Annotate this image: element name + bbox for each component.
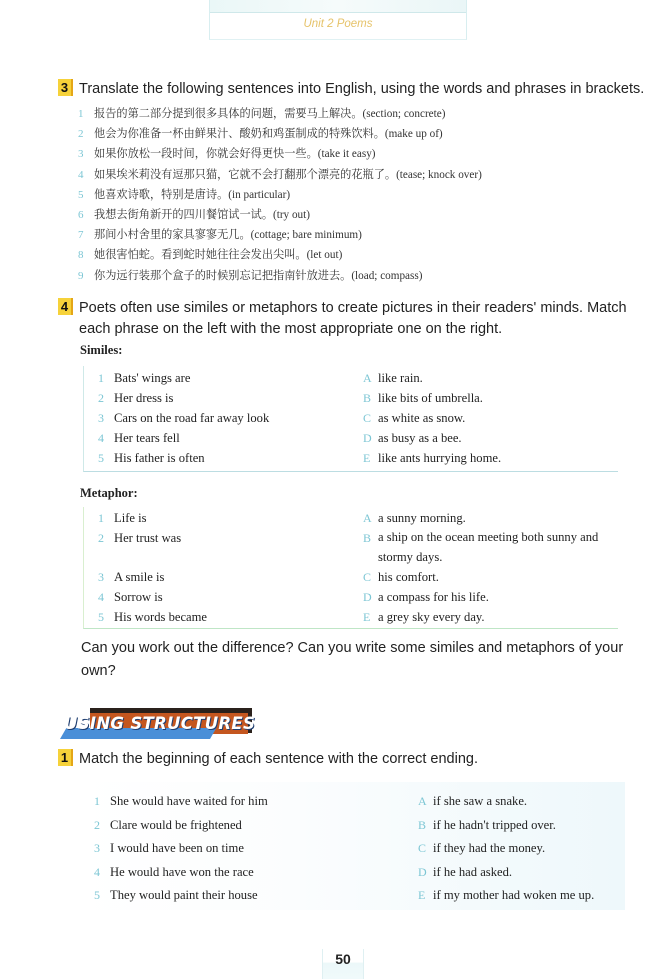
item-text: Sorrow is [114,590,163,604]
match-row [80,838,625,862]
right-item [363,448,613,468]
left-item [98,368,190,388]
left-item [98,428,180,448]
item-text: a grey sky every day. [378,610,485,624]
item-text: Her tears fell [114,431,180,445]
item-letter: B [418,817,427,832]
list-item [78,165,638,185]
item-text: if he had asked. [433,864,513,879]
right-item [418,791,650,811]
item-text: His father is often [114,451,205,465]
running-header [209,0,467,40]
item-text: a sunny morning. [378,511,466,525]
match-row [84,607,618,627]
section-title: USING STRUCTURES [64,714,256,733]
left-item [98,448,205,468]
exercise-instruction: Match the beginning of each sentence with the correct ending. [79,751,479,767]
exercise-instruction-cont: each phrase on the left with the most appropriate one on the right. [79,321,503,337]
right-item [418,885,650,905]
item-text: Life is [114,511,147,525]
exercise-instruction: Poets often use similes or metaphors to create pictures in their readers' minds. Match [79,300,627,316]
match-row [84,368,618,388]
right-item [363,607,613,627]
match-row [84,567,618,587]
item-letter: A [418,794,427,808]
item-text: his comfort. [378,570,439,584]
item-number: 6 [78,208,84,221]
item-text: Her dress is [114,391,174,405]
item-letter: C [363,570,372,584]
item-text: 报告的第二部分提到很多具体的问题，需要马上解决。(section; concrete) [94,108,446,120]
followup-question: Can you work out the difference? Can you write some similes and metaphors of your [81,640,624,656]
item-number: 2 [78,128,84,141]
list-item [78,225,638,245]
list-item [78,185,638,205]
list-item [78,104,638,124]
right-item [363,428,613,448]
item-number: 4 [98,431,104,445]
match-row [84,528,618,567]
item-number: 9 [78,269,84,282]
item-text: 他喜欢诗歌，特别是唐诗。(in particular) [94,188,291,201]
translation-list [78,104,638,286]
item-letter: C [418,841,427,855]
item-text: if he hadn't tripped over. [433,817,556,832]
match-row [80,862,625,886]
structures-match-box [80,782,625,910]
item-number: 4 [94,864,100,879]
item-letter: D [363,590,372,604]
left-item [98,567,164,587]
page-number: 50 [335,951,351,967]
item-text: Bats' wings are [114,371,191,385]
item-text: 她很害怕蛇。看到蛇时她往往会发出尖叫。(let out) [94,249,343,262]
item-text: Her trust was [114,531,182,545]
followup-question-cont: own? [81,663,116,679]
item-letter: B [363,391,372,405]
match-row [84,408,618,428]
item-letter: A [363,511,372,525]
item-text: His words became [114,610,208,624]
exercise-number-badge: 3 [58,79,73,96]
item-number: 7 [78,229,84,242]
right-item [363,567,613,587]
item-number: 5 [98,610,104,624]
item-letter: B [363,531,372,545]
item-text: if they had the money. [433,841,546,855]
item-text: 如果埃米莉没有逗那只猫，它就不会打翻那个漂亮的花瓶了。(tease; knock over) [94,168,482,181]
item-letter: E [418,888,426,902]
item-text: They would paint their house [110,888,258,902]
right-item [418,838,650,858]
item-text: He would have won the race [110,864,254,879]
exercise-instruction: Translate the following sentences into English, using the words and phrases in brackets. [79,81,645,97]
item-letter: A [363,371,372,385]
right-item [418,862,650,882]
match-row [84,508,618,528]
header-decor-strip [210,0,466,13]
item-text: if my mother had woken me up. [433,888,595,902]
item-text: a compass for his life. [378,590,489,604]
match-row [84,388,618,408]
item-number: 1 [98,371,104,385]
item-text: 如果你放松一段时间，你就会好得更快一些。(take it easy) [94,148,376,161]
item-number: 2 [98,391,104,405]
item-text: as white as snow. [378,411,466,425]
exercise-4-heading [58,298,627,319]
left-item [98,607,207,627]
match-row [80,885,625,909]
item-number: 1 [94,794,100,808]
match-row [84,448,618,468]
item-number: 4 [78,168,84,181]
item-text: She would have waited for him [110,794,268,808]
item-text: Clare would be frightened [110,817,242,832]
left-item [98,388,173,408]
item-text: as busy as a bee. [378,431,462,445]
similes-label: Similes: [80,343,123,357]
item-text: like rain. [378,371,423,385]
match-row [80,791,625,815]
left-item [94,815,242,835]
item-letter: E [363,610,371,624]
item-number: 3 [78,148,84,161]
item-number: 3 [94,841,100,855]
item-number: 8 [78,249,84,262]
similes-match-box [83,366,618,472]
left-item [94,838,244,858]
right-item [363,408,613,428]
right-item [418,815,650,835]
left-item [98,528,181,548]
item-number: 3 [98,570,104,584]
item-number: 1 [98,511,104,525]
item-number: 1 [78,108,84,120]
metaphor-match-box [83,507,618,629]
right-item [363,587,613,607]
match-row [84,428,618,448]
left-item [98,587,163,607]
item-text: A smile is [114,570,165,584]
list-item [78,144,638,164]
unit-title: Unit 2 Poems [303,18,373,30]
right-item [363,368,613,388]
exercise-3-heading [58,79,644,100]
right-item [363,388,613,408]
item-number: 5 [78,188,84,201]
exercise-number-badge: 1 [58,749,73,766]
item-number: 3 [98,411,104,425]
right-item [363,528,613,567]
structures-exercise-1-heading [58,749,478,770]
exercise-number-badge: 4 [58,298,73,315]
match-row [80,815,625,839]
item-text: a ship on the ocean meeting both sunny and stormy days. [378,530,599,564]
item-text: 我想去街角新开的四川餐馆试一试。(try out) [94,208,310,221]
item-letter: D [363,431,372,445]
list-item [78,266,638,286]
section-banner [60,706,265,744]
item-text: Cars on the road far away look [114,411,270,425]
match-row [84,587,618,607]
left-item [94,885,258,905]
item-text: 你为远行装那个盒子的时候别忘记把指南针放进去。(load; compass) [94,269,423,282]
left-item [98,408,269,428]
metaphor-label: Metaphor: [80,486,138,500]
left-item [98,508,147,528]
item-number: 4 [98,590,104,604]
item-text: 他会为你准备一杯由鲜果汁、酸奶和鸡蛋制成的特殊饮料。(make up of) [94,128,443,141]
item-text: like ants hurrying home. [378,451,502,465]
page-number-tab [322,949,364,979]
left-item [94,791,268,811]
item-number: 5 [98,451,104,465]
item-letter: D [418,864,427,879]
item-number: 2 [94,817,100,832]
item-number: 2 [98,531,104,545]
item-letter: C [363,411,372,425]
item-number: 5 [94,888,100,902]
list-item [78,124,638,144]
left-item [94,862,254,882]
list-item [78,245,638,265]
item-text: I would have been on time [110,841,244,855]
list-item [78,205,638,225]
item-text: like bits of umbrella. [378,391,483,405]
item-text: if she saw a snake. [433,794,528,808]
item-letter: E [363,451,371,465]
right-item [363,508,613,528]
item-text: 那间小村舍里的家具寥寥无几。(cottage; bare minimum) [94,229,362,242]
